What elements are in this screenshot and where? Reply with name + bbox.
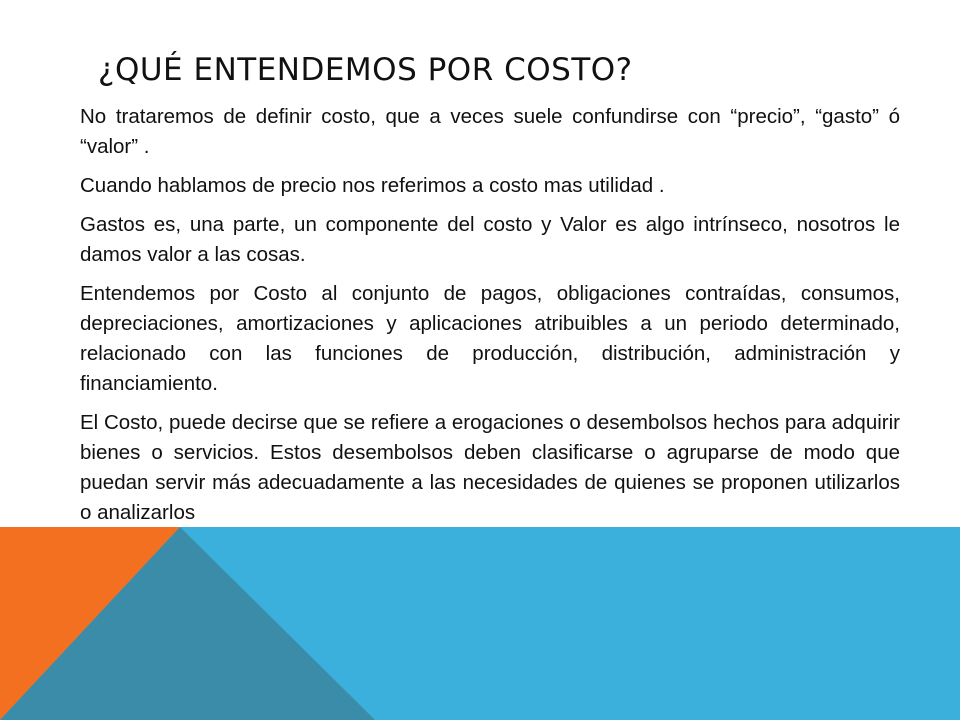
paragraph-price: Cuando hablamos de precio nos referimos a costo mas utilidad .: [80, 174, 665, 197]
slide-body: [80, 102, 900, 537]
paragraph-cost-definition: Entendemos por Costo al conjunto de pagos, obligaciones contraídas, consumos, depreciaciones, amortizaciones y aplicaciones atribuibles a un periodo determinado, relacionado con las funciones de producción, distribución, administración y financiamiento.: [80, 282, 900, 395]
decorative-bottom-band: [0, 527, 960, 720]
decorative-shapes: [0, 527, 960, 720]
slide-title: ¿QUÉ ENTENDEMOS POR COSTO?: [98, 52, 633, 88]
paragraph-expenses-value: Gastos es, una parte, un componente del costo y Valor es algo intrínseco, nosotros le damos valor a las cosas.: [80, 213, 900, 266]
paragraph-cost-disbursements: El Costo, puede decirse que se refiere a erogaciones o desembolsos hechos para adquirir bienes o servicios. Estos desembolsos deben clasificarse o agruparse de modo que puedan servir más adecuadamente a las necesidades de quienes se proponen utilizarlos o analizarlos: [80, 411, 900, 524]
paragraph-definition-note: No trataremos de definir costo, que a veces suele confundirse con “precio”, “gasto” ó “valor” .: [80, 105, 900, 158]
